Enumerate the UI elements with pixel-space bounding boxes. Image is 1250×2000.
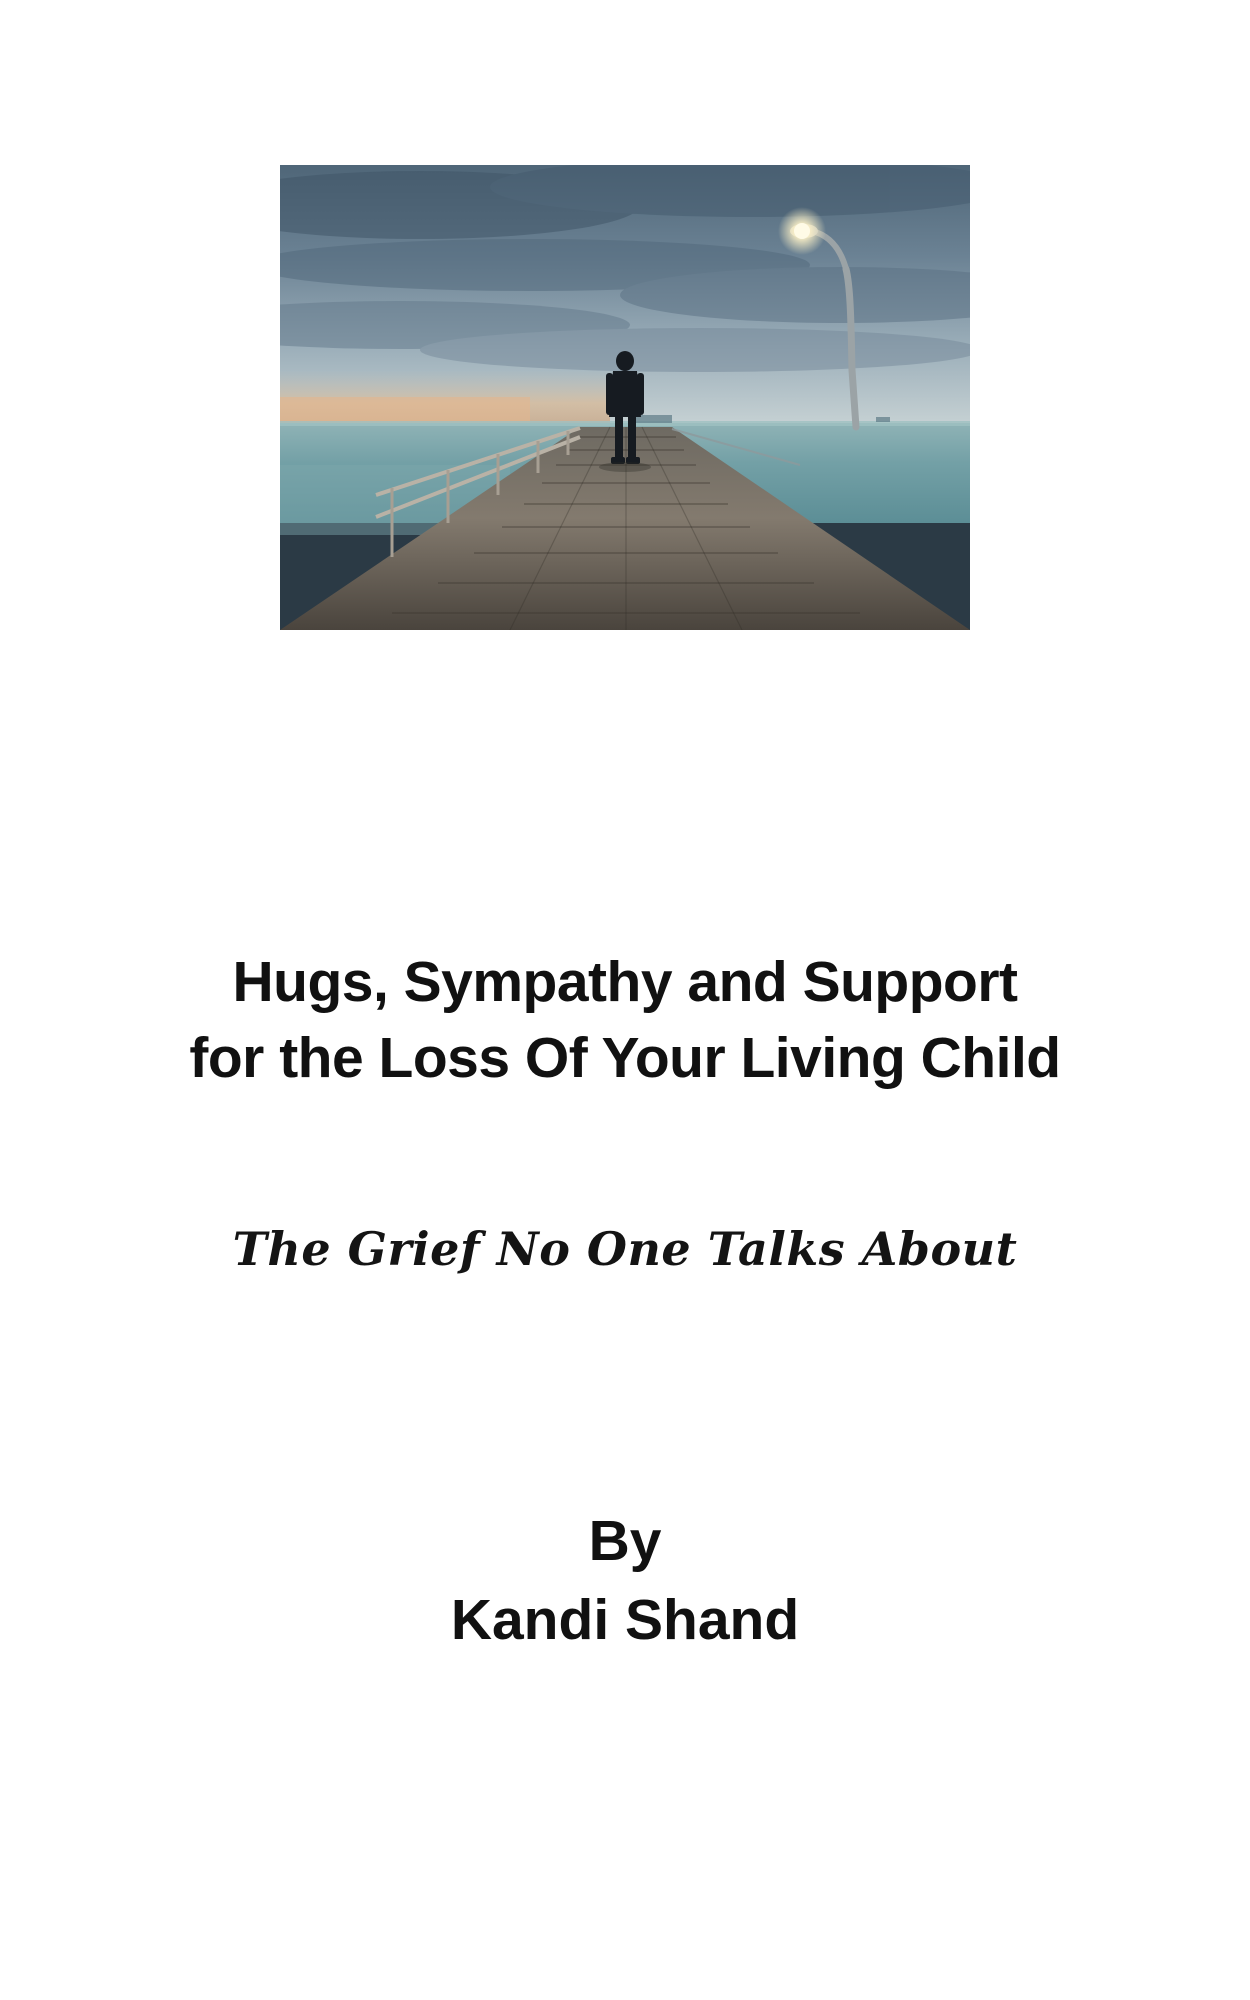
pier-at-dusk-photo (280, 165, 970, 630)
cloud-band-icon (280, 165, 970, 372)
book-title-line-2: for the Loss Of Your Living Child (189, 1025, 1061, 1090)
book-subtitle: The Grief No One Talks About (232, 1221, 1018, 1276)
book-title-line-1: Hugs, Sympathy and Support (232, 950, 1018, 1014)
title-block (65, 945, 1185, 1276)
by-label: By (588, 1508, 662, 1573)
author-name: Kandi Shand (450, 1587, 800, 1652)
byline-block (65, 1506, 1185, 1657)
page-title (65, 945, 1185, 1097)
cover-image (280, 165, 970, 630)
